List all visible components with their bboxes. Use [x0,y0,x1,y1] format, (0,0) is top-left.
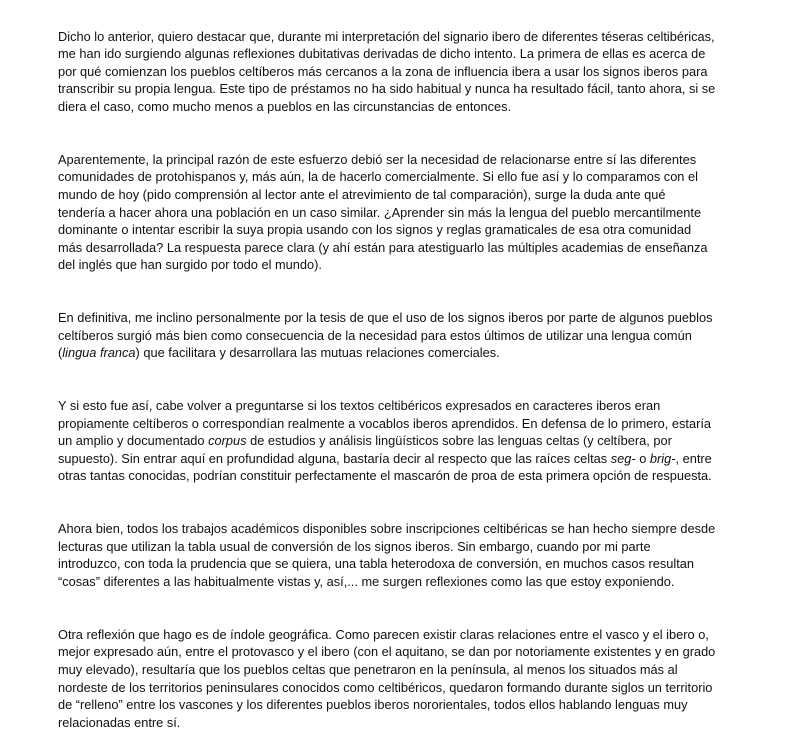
paragraph-4-text-b: de estudios y análisis lingüísticos sobre las lenguas celtas (y celtíbera, por supuesto). Sin entrar aquí en profundidad alguna, bastaría decir al respecto que las raíces celtas [58,433,672,466]
paragraph-4 [58,379,744,485]
paragraph-5 [58,503,744,591]
paragraph-4-text-c: o [635,450,650,466]
paragraph-2-text: Aparentemente, la principal razón de este esfuerzo debió ser la necesidad de relacionarse entre sí las diferentes comunidades de protohispanos y, más aún, la de hacerlo comercialmente. Si ello fue así y lo comparamos con el mundo de hoy (pido comprensión al lector ante el atrevimiento de tal comparación), surge la duda ante qué tendería a hacer ahora una población en un caso similar. ¿Aprender sin más la lengua del pueblo mercantilmente dominante o intentar escribir la suya propia usando con los signos y reglas gramaticales de esa otra comunidad más desarrollada? La respuesta parece clara (y ahí están para atestiguarlo las múltiples academias de enseñanza del inglés que han surgido por todo el mundo). [58,151,708,273]
paragraph-4-italic-brig: brig- [649,450,676,466]
paragraph-3-italic-lingua-franca: lingua franca [62,345,136,361]
document-page [58,10,744,731]
paragraph-3 [58,292,744,362]
paragraph-4-text-a: Y si esto fue así, cabe volver a preguntarse si los textos celtibéricos expresados en caracteres iberos eran propiamente celtíberos o correspondían realmente a vocablos iberos aprendidos. En defensa de lo primero, estaría un amplio y documentado [58,398,712,449]
paragraph-4-italic-corpus: corpus [208,433,247,449]
paragraph-6-text: Otra reflexión que hago es de índole geográfica. Como parecen existir claras relaciones entre el vasco y el ibero o, mejor expresado aún, entre el protovasco y el ibero (con el aquitano, se dan por notoriamente existentes y en grado muy elevado), resultaría que los pueblos celtas que penetraron en la península, al menos los situados más al nordeste de los territorios peninsulares conocidos como celtibéricos, quedaron formando durante siglos un territorio de “relleno” entre los vascones y los diferentes pueblos iberos nororientales, todos ellos hablando lenguas muy relacionadas entre sí. [58,626,716,730]
paragraph-4-italic-seg: seg- [610,450,636,466]
paragraph-1-text: Dicho lo anterior, quiero destacar que, durante mi interpretación del signario ibero de diferentes téseras celtibéricas, me han ido surgiendo algunas reflexiones dubitativas derivadas de dicho intento. La primera de ellas es acerca de por qué comienzan los pueblos celtíberos más cercanos a la zona de influencia ibera a usar los signos iberos para transcribir su propia lengua. Este tipo de préstamos no ha sido habitual y nunca ha resultado fácil, tanto ahora, si se diera el caso, como mucho menos a pueblos en las circunstancias de entonces. [58,28,716,114]
paragraph-6 [58,608,744,731]
paragraph-3-text-b: ) que facilitara y desarrollara las mutuas relaciones comerciales. [135,345,500,361]
paragraph-2 [58,133,744,274]
paragraph-1 [58,10,744,116]
paragraph-4-text-d: , entre otras tantas conocidas, podrían constituir perfectamente el mascarón de proa de esta primera opción de respuesta. [58,450,712,484]
paragraph-3-text-a: En definitiva, me inclino personalmente por la tesis de que el uso de los signos iberos por parte de algunos pueblos celtíberos surgió más bien como consecuencia de la necesidad para estos últimos de utilizar una lengua común ( [58,310,713,361]
paragraph-5-text: Ahora bien, todos los trabajos académicos disponibles sobre inscripciones celtibéricas se han hecho siempre desde lecturas que utilizan la tabla usual de conversión de los signos iberos. Sin embargo, cuando por mi parte introduzco, con toda la prudencia que se quiera, una tabla heterodoxa de conversión, en muchos casos resultan “cosas” diferentes a las habitualmente vistas y, así,... me surgen reflexiones como las que estoy exponiendo. [58,521,716,589]
